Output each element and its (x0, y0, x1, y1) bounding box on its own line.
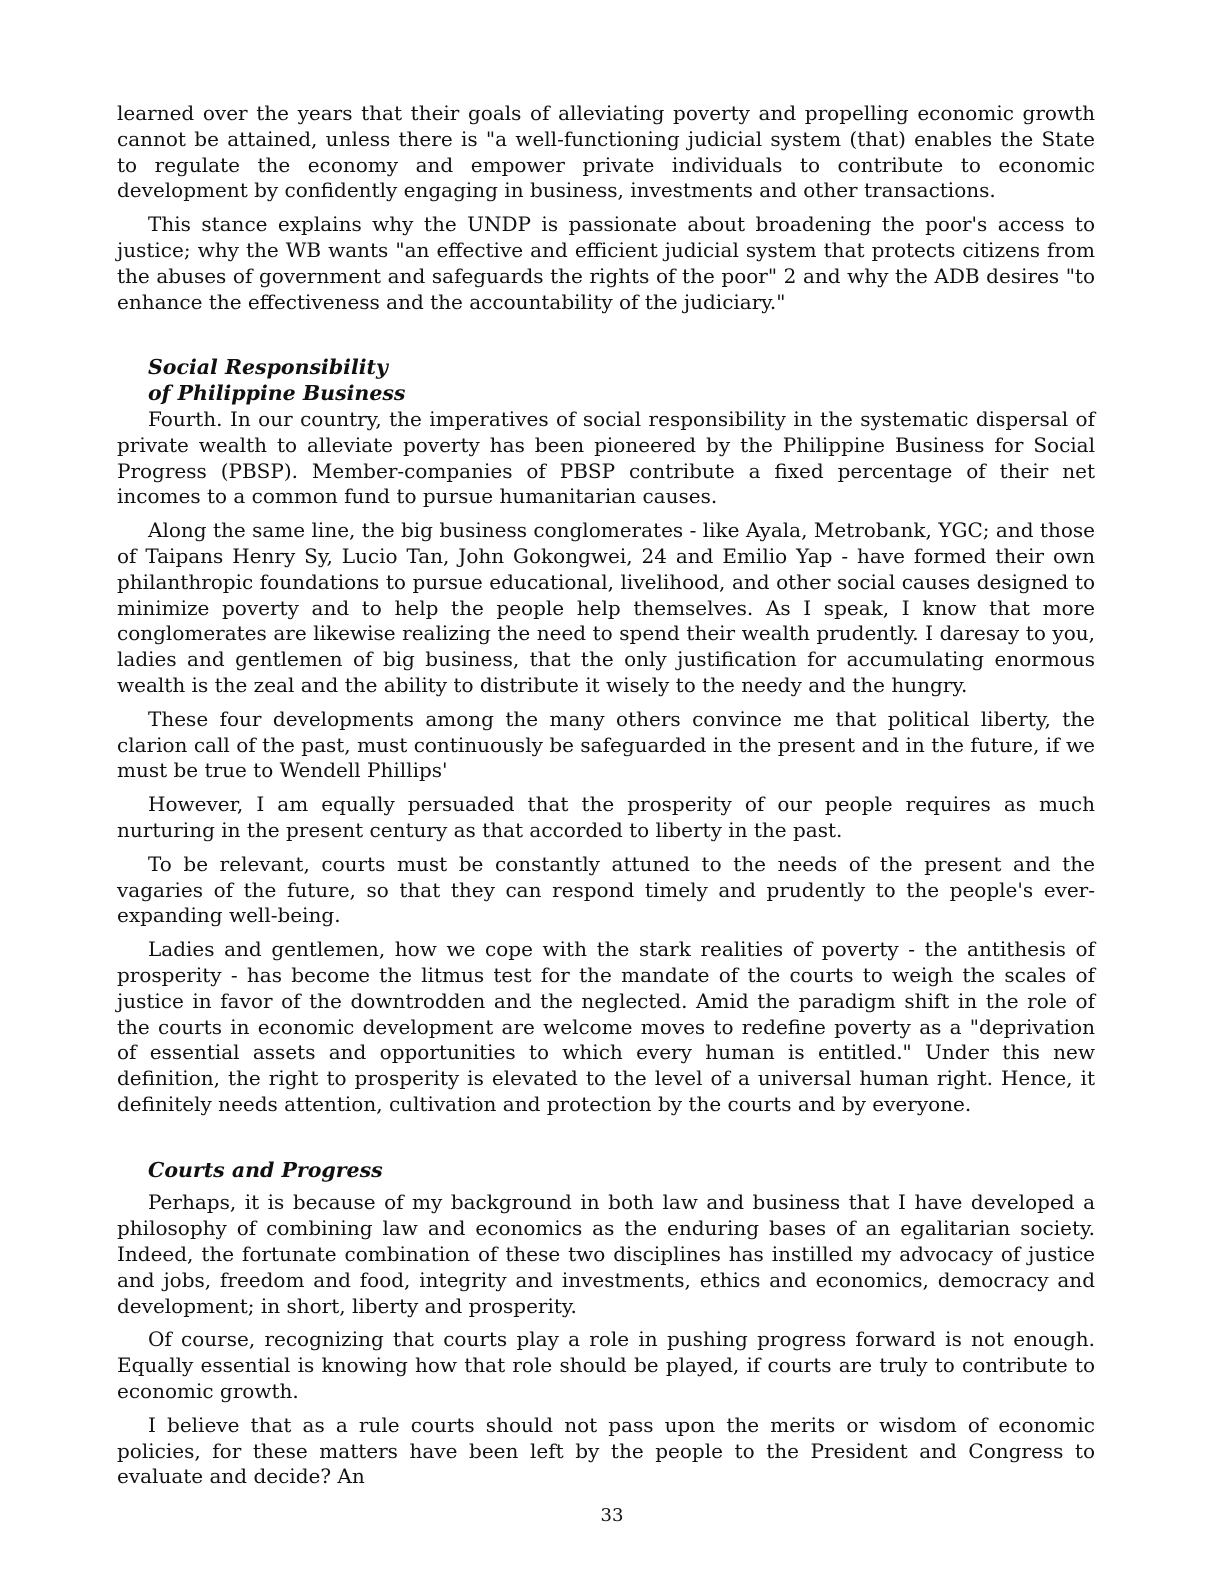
paragraph-prosperity: However, I am equally persuaded that the prosperity of our people requires as much nurturing in the present century as that accorded to liberty in the past. (117, 792, 1095, 842)
paragraph-poverty: Ladies and gentlemen, how we cope with the stark realities of poverty - the antithesis of prosperity - has become the litmus test for the mandate of the courts to weigh the scales of justice in favor of the downtrodden and the neglected. Amid the paradigm shift in the role of the courts in economic development are welcome moves to redefine poverty as a "deprivation of essential assets and opportunities to which every human is entitled." Under this new definition, the right to prosperity is elevated to the level of a universal human right. Hence, it definitely needs attention, cultivation and protection by the courts and by everyone. (117, 937, 1095, 1116)
page-number: 33 (600, 1505, 624, 1526)
paragraph-relevant-courts: To be relevant, courts must be constantly attuned to the needs of the present and the vagaries of the future, so that they can respond timely and prudently to the people's ever-expanding well-being. (117, 851, 1095, 928)
paragraph-fourth: Fourth. In our country, the imperatives of social responsibility in the systematic dispersal of private wealth to alleviate poverty has been pioneered by the Philippine Business for Social Progress (PBSP). Member-companies of PBSP contribute a fixed percentage of their net incomes to a common fund to pursue humanitarian causes. (117, 406, 1095, 509)
paragraph-undp-stance: This stance explains why the UNDP is passionate about broadening the poor's access to justice; why the WB wants "an effective and efficient judicial system that protects citizens from the abuses of government and safeguards the rights of the poor" 2 and why the ADB desires "to enhance the effectiveness and the accountability of the judiciary." (117, 212, 1095, 314)
section-heading-line-1: Social Responsibility (148, 355, 388, 380)
paragraph-law-and-business: Perhaps, it is because of my background in both law and business that I have developed a philosophy of combining law and economics as the enduring bases of an egalitarian society. Indeed, the fortunate combination of these two disciplines has instilled my advocacy of justice and jobs, freedom and food, integrity and investments, ethics and economics, democracy and development; in short, liberty and prosperity. (117, 1190, 1095, 1318)
paragraph-economic-policies: I believe that as a rule courts should not pass upon the merits or wisdom of economic policies, for these matters have been left by the people to the President and Congress to evaluate and decide? An (117, 1412, 1095, 1489)
paragraph-continuation: learned over the years that their goals of alleviating poverty and propelling economic growth cannot be attained, unless there is "a well-functioning judicial system (that) enables the State to regulate the economy and empower private individuals to contribute to economic development by confidently engaging in business, investments and other transactions. (117, 101, 1095, 203)
paragraph-courts-role: Of course, recognizing that courts play a role in pushing progress forward is not enough. Equally essential is knowing how that role should be played, if courts are truly to contribute to economic growth. (117, 1327, 1095, 1404)
document-page (117, 101, 1095, 1498)
section-heading-line-2: of Philippine Business (148, 381, 406, 406)
section-heading-courts-and-progress: Courts and Progress (148, 1157, 383, 1182)
paragraph-conglomerates: Along the same line, the big business conglomerates - like Ayala, Metrobank, YGC; and those of Taipans Henry Sy, Lucio Tan, John Gokongwei, 24 and Emilio Yap - have formed their own philanthropic foundations to pursue educational, livelihood, and other social causes designed to minimize poverty and to help the people help themselves. As I speak, I know that more conglomerates are likewise realizing the need to spend their wealth prudently. I daresay to you, ladies and gentlemen of big business, that the only justification for accumulating enormous wealth is the zeal and the ability to distribute it wisely to the needy and the hungry. (117, 518, 1095, 697)
section-heading-social-responsibility (117, 355, 1095, 407)
paragraph-four-developments: These four developments among the many others convince me that political liberty, the clarion call of the past, must continuously be safeguarded in the present and in the future, if we must be true to Wendell Phillips' (117, 706, 1095, 783)
